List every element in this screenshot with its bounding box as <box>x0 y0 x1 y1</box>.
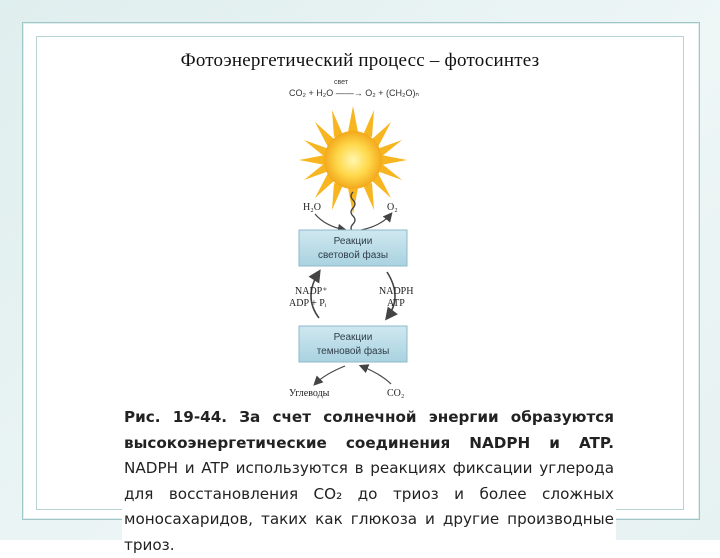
light-box-line1: Реакции <box>333 236 373 247</box>
co2-arrow <box>361 366 391 384</box>
nadph-label: NADPH <box>379 286 414 297</box>
dark-reaction-box <box>299 326 407 362</box>
photosynthesis-diagram <box>207 104 495 406</box>
light-box-line2: световой фазы <box>317 250 389 261</box>
h2o-arrow <box>315 214 345 230</box>
nadp-plus-label: NADP⁺ <box>295 286 328 297</box>
atp-label: ATP <box>387 298 405 309</box>
equation-arrow-label: свет <box>334 79 349 86</box>
caption-text: NADPH и ATP используются в реакциях фиксации углерода для восстановления CO₂ до триоз и более сложных моносахаридов, таких как глюкоза и другие производные триоз. <box>124 459 614 554</box>
dark-box-line2: темновой фазы <box>316 346 390 357</box>
dark-box-line1: Реакции <box>333 332 373 343</box>
equation-image <box>270 80 438 104</box>
slide-title: Фотоэнергетический процесс – фотосинтез <box>180 50 540 71</box>
h2o-label: H₂O <box>303 202 321 213</box>
caption-bold: Рис. 19-44. За счет солнечной энергии образуются высокоэнергетические соединения NADPH и ATP. <box>124 408 614 452</box>
equation-text: CO₂ + H₂O ——→ O₂ + (CH₂O)ₙ <box>288 88 420 98</box>
o2-label: O₂ <box>387 202 398 213</box>
figure-caption <box>122 403 616 554</box>
sun-icon <box>299 106 407 214</box>
adp-label: ADP + Pᵢ <box>289 298 327 309</box>
o2-arrow <box>361 214 391 230</box>
carbs-arrow <box>315 366 345 384</box>
light-reaction-box <box>299 230 407 266</box>
diagram-svg <box>207 104 495 406</box>
carbs-label: Углеводы <box>289 388 330 399</box>
co2-label: CO₂ <box>387 388 405 399</box>
